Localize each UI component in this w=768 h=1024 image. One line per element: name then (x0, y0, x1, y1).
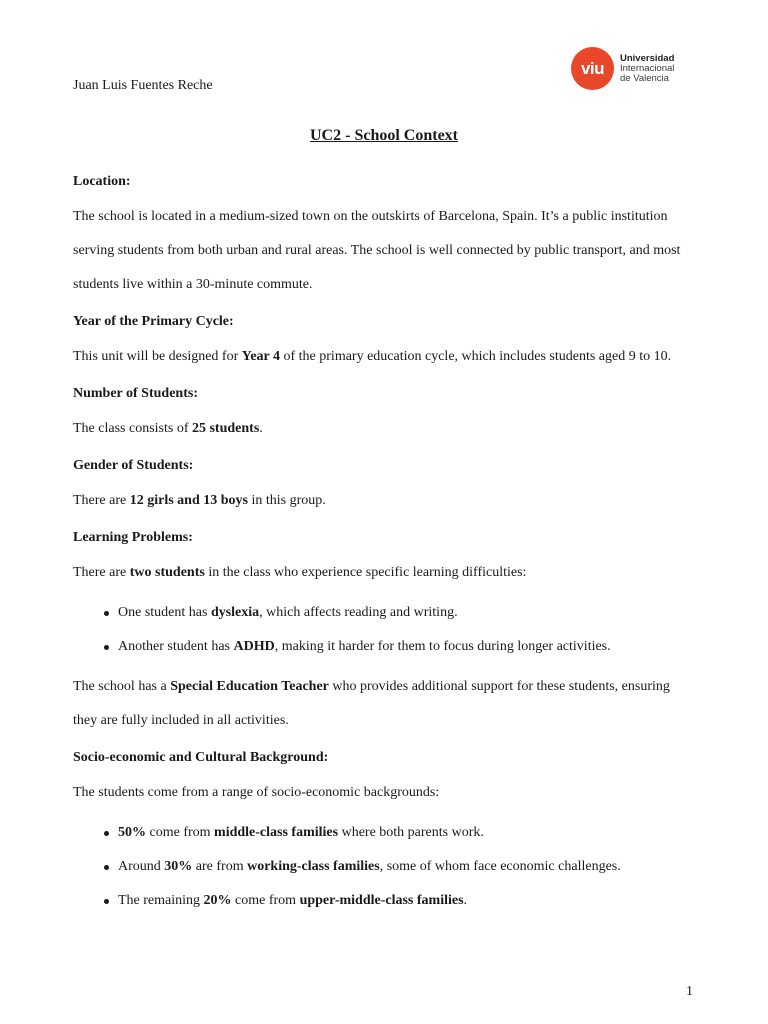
document-title: UC2 - School Context (310, 127, 458, 144)
bullet-pre: Another student has (118, 639, 234, 654)
location-text: The school is located in a medium-sized town on the outskirts of Barcelona, Spain. It’s a public institution serving students from both urban and rural areas. The school is well connected by public transport, and most students live within a 30-minute commute. (73, 209, 681, 292)
logo-wordmark (620, 54, 674, 84)
bullet-bold-1: 20% (203, 893, 232, 908)
list-item (73, 596, 697, 630)
logo-mark: viu (571, 47, 614, 90)
bullet-bold-1: 30% (164, 859, 193, 874)
learning-text-post: in the class who experience specific learning difficulties: (204, 565, 527, 580)
list-item (73, 816, 697, 850)
page-number: 1 (686, 984, 693, 999)
bullet-bold-2: middle-class families (214, 825, 339, 840)
number-value: 25 students (191, 421, 260, 436)
document-body (73, 172, 697, 918)
bullet-bold-1: 50% (118, 825, 146, 840)
number-text-post: . (259, 421, 263, 436)
bullet-post: where both parents work. (338, 825, 484, 840)
learning-value: two students (129, 565, 205, 580)
learning-list (73, 596, 697, 664)
gender-text-pre: There are (73, 493, 130, 508)
bullet-bold-2: working-class families (247, 859, 380, 874)
logo-line-2: Internacional (620, 62, 675, 74)
year-heading: Year of the Primary Cycle: (73, 314, 234, 329)
list-item (73, 884, 697, 918)
socio-list (73, 816, 697, 918)
gender-text-post: in this group. (247, 493, 326, 508)
gender-text (73, 484, 697, 518)
number-text (73, 412, 697, 446)
list-item (73, 850, 697, 884)
learning-heading: Learning Problems: (73, 530, 193, 545)
year-text-pre: This unit will be designed for (73, 349, 242, 364)
number-text-pre: The class consists of (73, 421, 192, 436)
support-value: Special Education Teacher (170, 679, 329, 694)
bullet-post: . (463, 893, 468, 908)
gender-value: 12 girls and 13 boys (129, 493, 248, 508)
bullet-mid: are from (192, 859, 248, 874)
year-value: Year 4 (241, 349, 280, 364)
bullet-pre: The remaining (118, 893, 204, 908)
bullet-bold-2: upper-middle-class families (299, 893, 464, 908)
bullet-mid: come from (146, 825, 215, 840)
year-text (73, 340, 697, 374)
year-text-post: of the primary education cycle, which includes students aged 9 to 10. (280, 349, 672, 364)
bullet-bold: dyslexia (210, 605, 260, 620)
gender-heading: Gender of Students: (73, 458, 194, 473)
bullet-mid: come from (231, 893, 300, 908)
bullet-bold: ADHD (233, 639, 275, 654)
support-text (73, 670, 697, 738)
socio-text: The students come from a range of socio-economic backgrounds: (73, 785, 440, 800)
bullet-post: , some of whom face economic challenges. (379, 859, 621, 874)
logo-line-3: de Valencia (620, 72, 669, 84)
bullet-post: , making it harder for them to focus during longer activities. (274, 639, 611, 654)
number-heading: Number of Students: (73, 386, 198, 401)
learning-text (73, 556, 697, 590)
learning-text-pre: There are (73, 565, 130, 580)
socio-heading: Socio-economic and Cultural Background: (73, 750, 329, 765)
logo-line-1: Universidad (620, 52, 675, 64)
support-text-pre: The school has a (73, 679, 171, 694)
support-text-post: who provides additional support for these students, ensuring they are fully included in all activities. (73, 679, 670, 728)
bullet-post: , which affects reading and writing. (259, 605, 458, 620)
university-logo (571, 47, 674, 90)
bullet-pre: Around (118, 859, 165, 874)
list-item (73, 630, 697, 664)
author-name: Juan Luis Fuentes Reche (73, 78, 213, 93)
location-heading: Location: (73, 174, 131, 189)
bullet-pre: One student has (118, 605, 211, 620)
